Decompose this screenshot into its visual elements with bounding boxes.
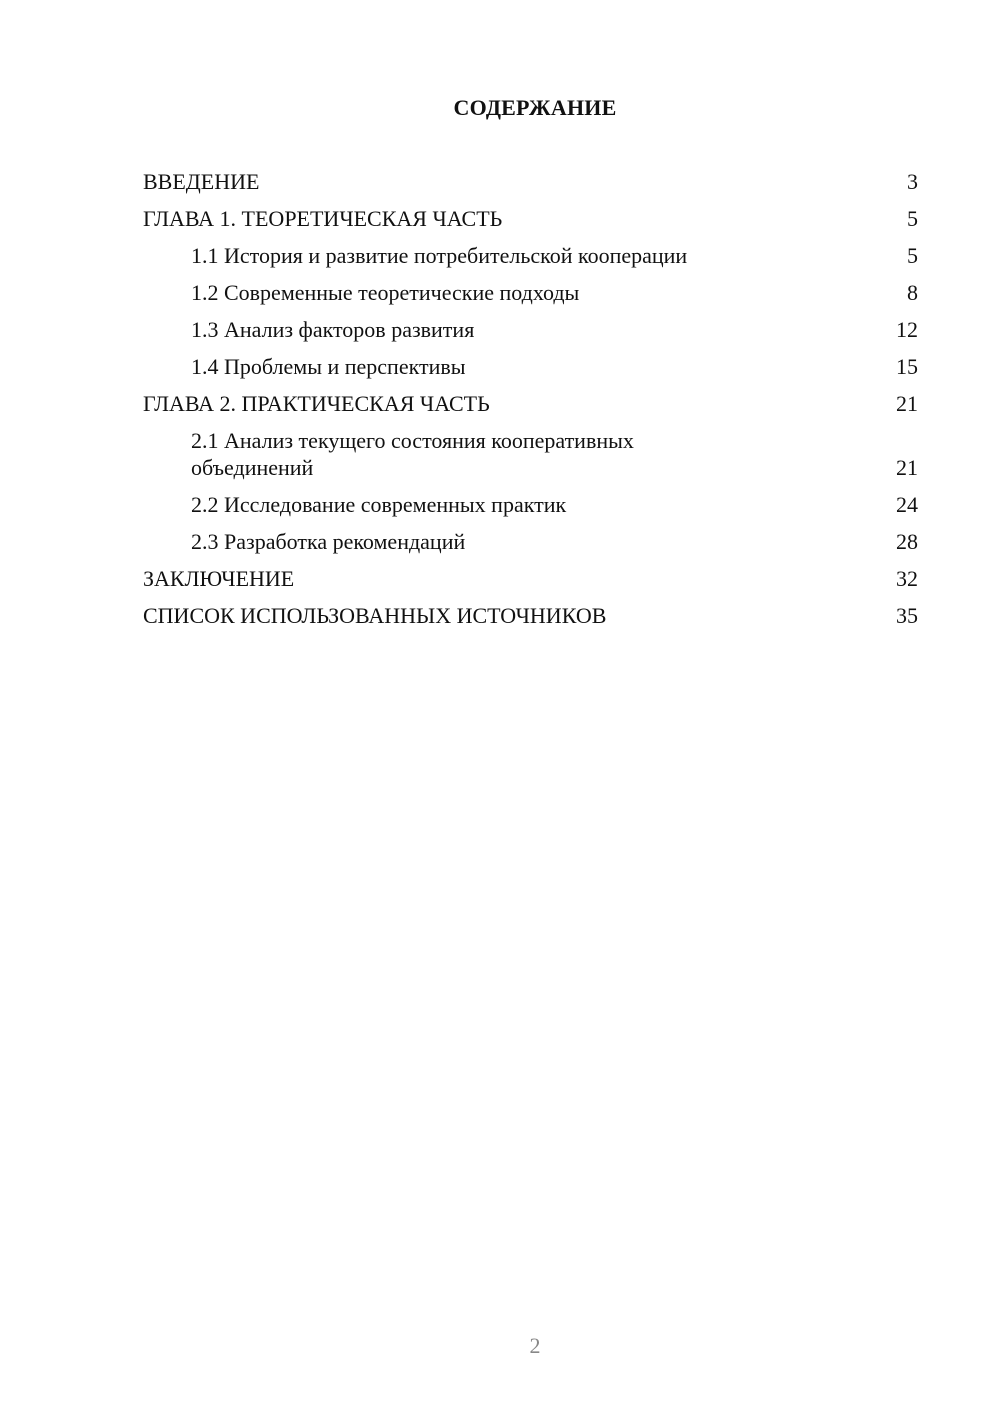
- toc-entry-page: 3: [907, 169, 918, 194]
- toc-entry-section-2-1[interactable]: [143, 427, 918, 481]
- toc-entry-page: 28: [896, 529, 918, 554]
- toc-entry-label: ВВЕДЕНИЕ: [143, 169, 260, 194]
- toc-entry-page: 5: [907, 206, 918, 231]
- toc-entry-page: 21: [896, 455, 918, 480]
- toc-entry-label: 1.1 История и развитие потребительской кооперации: [191, 243, 688, 268]
- toc-entry-section-2-2[interactable]: [143, 491, 918, 518]
- page-number: 2: [529, 1333, 541, 1358]
- toc-entry-section-1-1[interactable]: [143, 242, 918, 269]
- table-of-contents: [143, 168, 918, 639]
- toc-entry-page: 21: [896, 391, 918, 416]
- toc-entry-page: 32: [896, 566, 918, 591]
- page-title: СОДЕРЖАНИЕ: [453, 95, 617, 120]
- toc-entry-label: 2.3 Разработка рекомендаций: [191, 529, 466, 554]
- toc-entry-chapter-1[interactable]: [143, 205, 918, 232]
- toc-entry-section-1-3[interactable]: [143, 316, 918, 343]
- toc-entry-label: 1.4 Проблемы и перспективы: [191, 354, 466, 379]
- toc-entry-page: 5: [907, 243, 918, 268]
- toc-entry-label: ГЛАВА 2. ПРАКТИЧЕСКАЯ ЧАСТЬ: [143, 391, 490, 416]
- toc-entry-page: 35: [896, 603, 918, 628]
- toc-entry-label: ГЛАВА 1. ТЕОРЕТИЧЕСКАЯ ЧАСТЬ: [143, 206, 503, 231]
- toc-entry-page: 15: [896, 354, 918, 379]
- toc-entry-conclusion[interactable]: [143, 565, 918, 592]
- toc-entry-page: 8: [907, 280, 918, 305]
- toc-entry-label: 2.2 Исследование современных практик: [191, 492, 567, 517]
- toc-entry-label: 1.2 Современные теоретические подходы: [191, 280, 580, 305]
- toc-entry-section-2-3[interactable]: [143, 528, 918, 555]
- toc-entry-label: СПИСОК ИСПОЛЬЗОВАННЫХ ИСТОЧНИКОВ: [143, 603, 607, 628]
- toc-entry-section-1-2[interactable]: [143, 279, 918, 306]
- toc-entry-label: 1.3 Анализ факторов развития: [191, 317, 475, 342]
- toc-entry-label: ЗАКЛЮЧЕНИЕ: [143, 566, 295, 591]
- toc-entry-page: 24: [896, 492, 918, 517]
- toc-entry-introduction[interactable]: [143, 168, 918, 195]
- toc-entry-references[interactable]: [143, 602, 918, 629]
- toc-entry-section-1-4[interactable]: [143, 353, 918, 380]
- toc-entry-chapter-2[interactable]: [143, 390, 918, 417]
- toc-entry-label: 2.1 Анализ текущего состояния кооперативных объединений: [191, 428, 634, 480]
- toc-entry-page: 12: [896, 317, 918, 342]
